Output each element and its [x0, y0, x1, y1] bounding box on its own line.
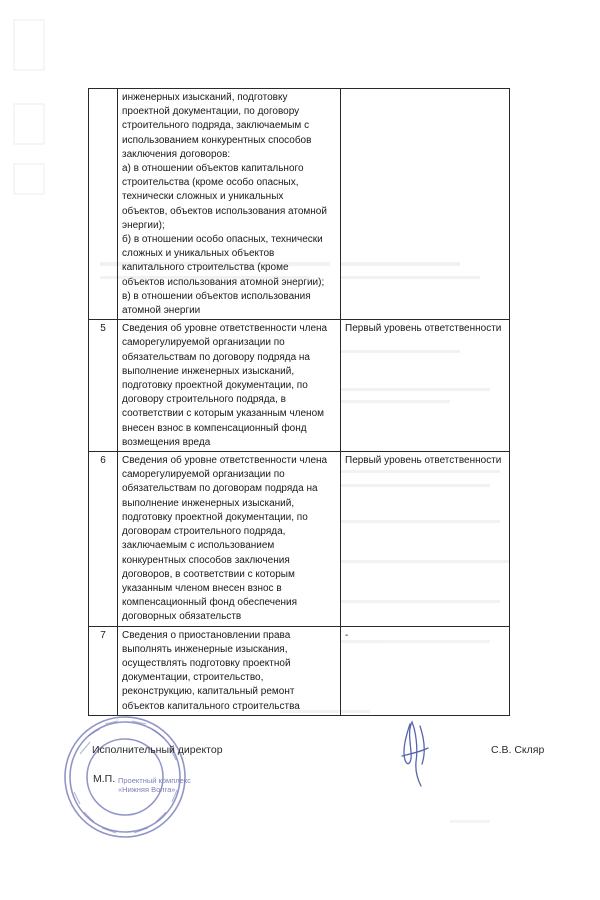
- row-number: [89, 89, 118, 320]
- row-number: 7: [89, 626, 118, 715]
- row-value: -: [341, 626, 510, 715]
- row-description: Сведения об уровне ответственности члена саморегулируемой организации по обязательствам по договорам подряда на выполнение инженерных изысканий, подготовку проектной документации, по договорам строительного подряда, заключаемым с использованием конкурентных способов заключения договоров, в соответствии с которым указанным членом внесен взнос в компенсационный фонд обеспечения договорных обязательств: [118, 452, 341, 626]
- director-title: Исполнительный директор: [92, 744, 223, 756]
- row-description: инженерных изысканий, подготовку проектной документации, по договору строительного подряда, заключаемым с использованием конкурентных способов заключения договоров: а) в отношении объектов капитального строительства (кроме особо опасных, технически сложных и уникальных объектов, объектов использования атомной энергии); б) в отношении особо опасных, технически сложных и уникальных объектов капитального строительства (кроме объектов использования атомной энергии); в) в отношении объектов использования атомной энергии: [118, 89, 341, 320]
- handwritten-signature: [396, 716, 434, 790]
- table-row: [89, 320, 510, 452]
- info-table: [88, 88, 510, 716]
- row-value: [341, 89, 510, 320]
- row-description: Сведения о приостановлении права выполнять инженерные изыскания, осуществлять подготовку проектной документации, строительство, реконструкцию, капитальный ремонт объектов капитального строительства: [118, 626, 341, 715]
- seal-place-label: М.П.: [93, 773, 116, 785]
- row-number: 5: [89, 320, 118, 452]
- table-row: [89, 452, 510, 626]
- signatory-name: С.В. Скляр: [491, 744, 545, 756]
- row-number: 6: [89, 452, 118, 626]
- table-row: [89, 626, 510, 715]
- table-row: [89, 89, 510, 320]
- row-description: Сведения об уровне ответственности члена саморегулируемой организации по обязательствам по договору подряда на выполнение инженерных изысканий, подготовку проектной документации, по договору строительного подряда, в соответствии с которым указанным членом внесен взнос в компенсационный фонд возмещения вреда: [118, 320, 341, 452]
- seal-inner-text: Проектный комплекс «Нижняя Волга»: [118, 776, 191, 794]
- row-value: Первый уровень ответственности: [341, 320, 510, 452]
- row-value: Первый уровень ответственности: [341, 452, 510, 626]
- organization-seal: [60, 712, 190, 842]
